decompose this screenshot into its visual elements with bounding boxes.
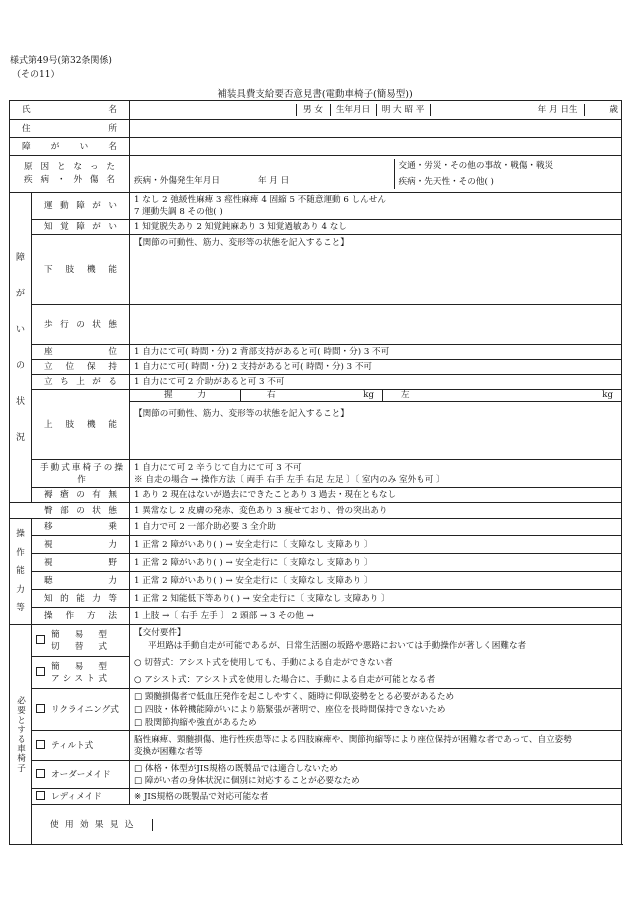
motor-row: [10, 193, 622, 220]
type-ready-made[interactable]: レディメイド: [32, 789, 130, 805]
disability-status-vertical: 障 が い の 状 況: [10, 193, 32, 503]
bedsore-options[interactable]: 1 あり 2 現在はないが過去にできたことあり 3 過去・現在ともなし: [130, 488, 622, 503]
ready-made-requirements: ※ JIS規格の既製品で対応可能な者: [130, 789, 622, 805]
standing-options[interactable]: 1 自力にて可( 時間・分) 2 支持があると可( 時間・分) 3 不可: [130, 360, 622, 375]
sub-number: （その11）: [12, 70, 60, 80]
order-made-requirements[interactable]: □ 体格・体型がJIS規格の既製品では適合しないため □ 障がい者の身体状況に個別に対応することが必要なため: [130, 761, 622, 789]
form-number: 様式第49号(第32条関係): [10, 56, 112, 66]
reclining-requirements[interactable]: □ 頸髄損傷者で低血圧発作を起こしやすく、随時に仰臥姿勢をとる必要があるため □ 四肢・体幹機能障がいにより筋緊張が著明で、座位を長時間保持できないため □ 股関節拘縮や強直があるため: [130, 689, 622, 731]
visual-field-label: 視野: [32, 554, 130, 572]
age-field[interactable]: 歳: [584, 104, 622, 116]
cause-category[interactable]: 交通・労災・その他の事故・戦傷・戦災 疾病・先天性・その他( ): [394, 159, 622, 189]
simple-type-requirements: 【交付要件】 平坦路は手動自走が可能であるが、日常生活圏の坂路や悪路においては手動操作が著しく困難な者 ○ 切替式：アシスト式を使用しても、手動による自走ができない者 ○ アシスト式：アシスト式を使用した場合に、手動による自走が可能となる者: [130, 625, 622, 689]
sex-field[interactable]: 男 女: [296, 104, 330, 116]
motor-options[interactable]: 1 なし 2 弛緩性麻痺 3 痙性麻痺 4 固縮 5 不随意運動 6 しんせん 7 運動失調 8 その他( ): [130, 193, 622, 220]
cause-label: 原因となった 疾病・外傷名: [10, 156, 130, 193]
lower-limb-label: 下肢機能: [32, 235, 130, 305]
rising-label: 立ち上がる: [32, 375, 130, 390]
effect-row: [32, 805, 622, 845]
manual-chair-options[interactable]: 1 自力にて可 2 辛うじて自力にて可 3 不可 ※ 自走の場合 → 操作方法〔 両手 右手 左手 右足 左足 〕〔 室内のみ 室外も可 〕: [130, 460, 622, 488]
effect-field[interactable]: [152, 819, 621, 831]
buttock-options[interactable]: 1 異常なし 2 皮膚の発赤、変色あり 3 痩せており、骨の突出あり: [130, 503, 622, 519]
disability-name-label: 障がい名: [10, 138, 130, 156]
disability-name-row: [10, 138, 622, 156]
vision-label: 視力: [32, 536, 130, 554]
transfer-options[interactable]: 1 自力で可 2 一部介助必要 3 全介助: [130, 519, 622, 536]
lower-limb-field[interactable]: 【関節の可動性、筋力、変形等の状態を記入すること】: [130, 235, 622, 305]
intellect-options[interactable]: 1 正常 2 知能低下等あり( ) → 安全走行に〔 支障なし 支障あり 〕: [130, 590, 622, 608]
transfer-label: 移乗: [32, 519, 130, 536]
name-field[interactable]: [130, 104, 296, 116]
vision-options[interactable]: 1 正常 2 障がいあり( ) → 安全走行に〔 支障なし 支障あり 〕: [130, 536, 622, 554]
operation-ability-vertical: 操 作 能 力 等: [10, 519, 32, 625]
manual-chair-label: 手動式車椅子の操 作: [32, 460, 130, 488]
name-row: [10, 101, 622, 120]
tilt-requirements: 脳性麻痺、頸髄損傷、進行性疾患等による四肢麻痺や、関節拘縮等により座位保持が困難な者であって、自立姿勢 変換が困難な者等: [130, 731, 622, 761]
sensory-label: 知覚障がい: [32, 220, 130, 235]
motor-label: 運動障がい: [32, 193, 130, 220]
era-field[interactable]: 明 大 昭 平: [376, 104, 430, 116]
upper-limb-field[interactable]: [130, 390, 622, 460]
visual-field-options[interactable]: 1 正常 2 障がいあり( ) → 安全走行に〔 支障なし 支障あり 〕: [130, 554, 622, 572]
walking-field[interactable]: [130, 305, 622, 345]
order-made-checkbox[interactable]: [36, 769, 45, 778]
type-order-made[interactable]: オーダーメイド: [32, 761, 130, 789]
address-field[interactable]: [130, 120, 622, 138]
upper-limb-label: 上肢機能: [32, 390, 130, 460]
upper-limb-note: 【関節の可動性、筋力、変形等の状態を記入すること】: [134, 409, 349, 419]
standing-label: 立位保持: [32, 360, 130, 375]
hearing-label: 聴力: [32, 572, 130, 590]
address-label: 住所: [10, 120, 130, 138]
sensory-options[interactable]: 1 知覚脱失あり 2 知覚鈍麻あり 3 知覚過敏あり 4 なし: [130, 220, 622, 235]
address-row: [10, 120, 622, 138]
type-tilt[interactable]: ティルト式: [32, 731, 130, 761]
grip-strength-strip: 握力 右 kg 左 kg: [130, 390, 621, 402]
cause-row: [10, 156, 622, 193]
walking-label: 歩行の状態: [32, 305, 130, 345]
page-title: 補装具費支給要否意見書(電動車椅子(簡易型)): [217, 89, 413, 100]
effect-label: 使用効果見込: [50, 819, 134, 830]
control-options[interactable]: 1 上肢 →〔 右手 左手 〕 2 頭部 → 3 その他 →: [130, 608, 622, 625]
ready-made-checkbox[interactable]: [36, 791, 45, 800]
application-form: [9, 100, 622, 845]
type-simple-switch[interactable]: 簡易型 切替式: [32, 625, 130, 657]
simple-assist-checkbox[interactable]: [36, 667, 45, 676]
onset-date-field[interactable]: 疾病・外傷発生年月日 年 月 日: [134, 176, 290, 186]
needs-vertical: 必要とする車椅子: [10, 625, 32, 845]
type-simple-assist[interactable]: 簡易型 アシスト式: [32, 657, 130, 689]
birth-date-field[interactable]: 年 月 日生: [430, 104, 584, 116]
sitting-options[interactable]: 1 自力にて可( 時間・分) 2 背部支持があると可( 時間・分) 3 不可: [130, 345, 622, 360]
reclining-checkbox[interactable]: [36, 704, 45, 713]
control-label: 操作方法: [32, 608, 130, 625]
disability-name-field[interactable]: [130, 138, 622, 156]
name-label: 氏名: [10, 101, 130, 120]
intellect-label: 知的能力等: [32, 590, 130, 608]
tilt-checkbox[interactable]: [36, 740, 45, 749]
rising-options[interactable]: 1 自力にて可 2 介助があると可 3 不可: [130, 375, 622, 390]
birth-label: 生年月日: [330, 104, 376, 116]
type-reclining[interactable]: リクライニング式: [32, 689, 130, 731]
buttock-label: 臀部の状態: [10, 503, 130, 519]
sitting-label: 座位: [32, 345, 130, 360]
hearing-options[interactable]: 1 正常 2 障がいあり( ) → 安全走行に〔 支障なし 支障あり 〕: [130, 572, 622, 590]
bedsore-label: 褥瘡の有無: [32, 488, 130, 503]
simple-switch-checkbox[interactable]: [36, 635, 45, 644]
